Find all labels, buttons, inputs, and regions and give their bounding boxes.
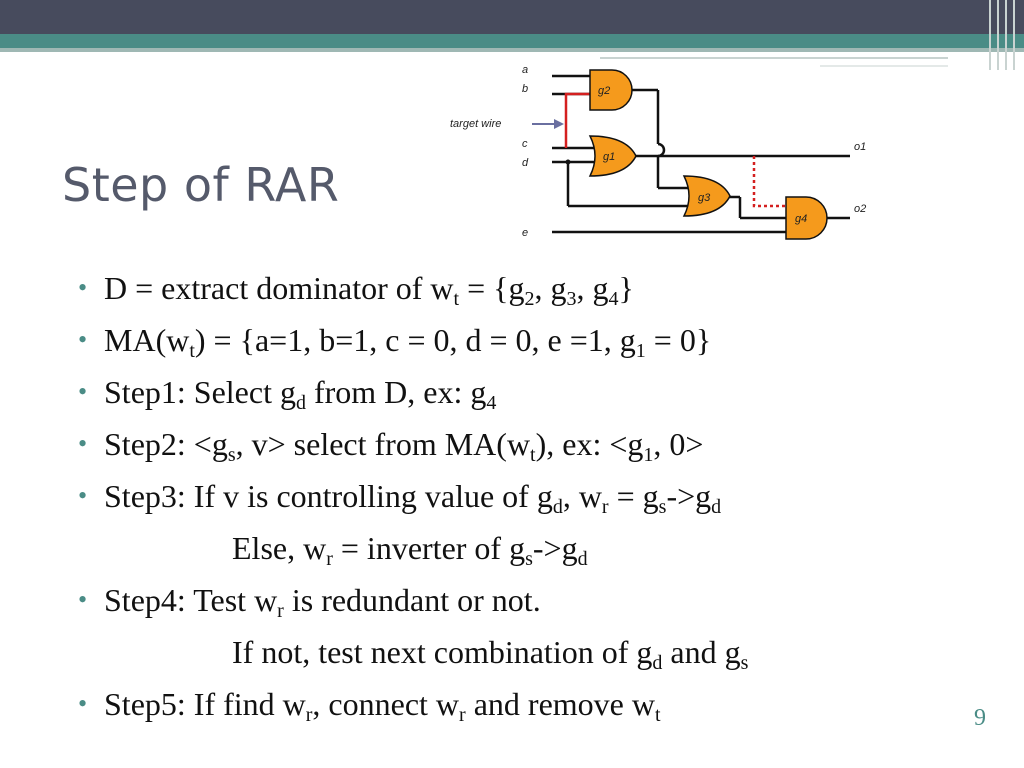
gate-label-g3: g3 [698,192,711,204]
output-label-o2: o2 [854,203,867,215]
gate-label-g4: g4 [795,213,808,225]
subscript: t [530,444,536,466]
bullet-text: Step3: If v is controlling value of g [104,478,553,514]
subscript: d [652,652,663,674]
bullet-text: D = extract dominator of w [104,270,454,306]
bullet-item [74,678,974,730]
header-bar [0,0,1024,34]
bullet-item [74,262,974,314]
bullet-text: Step2: <g [104,426,228,462]
bullet-text: If not, test next combination of g [232,634,653,670]
subscript: s [227,444,236,466]
bullet-text: , v> select from MA(w [235,426,531,462]
subscript: d [711,496,722,518]
bullet-item [74,418,974,470]
bullet-text: , 0> [653,426,704,462]
subscript: r [459,704,466,726]
input-label-a: a [522,64,529,76]
bullet-text: ->g [666,478,712,514]
bullet-continuation [74,522,974,574]
input-label-d: d [522,157,529,169]
subscript: d [295,392,306,414]
bullet-text: Else, w [232,530,327,566]
bullet-text: = inverter of g [332,530,526,566]
gate-label-g1: g1 [603,151,616,163]
bullet-text: = g [608,478,659,514]
bullet-text: , g [576,270,609,306]
subscript: s [658,496,667,518]
bullet-item [74,574,974,626]
gate-g2 [590,70,632,110]
slide-title: Step of RAR [62,158,340,212]
bullet-marker: • [78,689,88,718]
subscript: 4 [486,392,497,414]
bullet-item [74,470,974,522]
bullet-text: ) = {a=1, b=1, c = 0, d = 0, e =1, g [194,322,636,358]
page-number: 9 [974,705,986,731]
input-label-b: b [522,83,529,95]
bullet-text: , w [562,478,602,514]
subscript: s [740,652,749,674]
bullet-text: ), ex: <g [535,426,644,462]
bullet-text: and g [662,634,741,670]
subscript: s [525,548,533,570]
subscript: 3 [566,288,577,310]
input-label-c: c [522,138,528,150]
bullet-text: Step5: If find w [104,686,306,722]
output-label-o1: o1 [854,141,867,153]
subscript: 2 [524,288,535,310]
bullet-marker: • [78,325,88,354]
bullet-marker: • [78,585,88,614]
subscript: r [326,548,333,570]
bullet-marker: • [78,377,88,406]
subscript: t [453,288,460,310]
bullet-text: MA(w [104,322,190,358]
subscript: t [654,704,661,726]
subscript: 1 [643,444,654,466]
bullet-text: , connect w [312,686,460,722]
subscript: 4 [608,288,619,310]
input-label-e: e [522,227,529,239]
circuit-diagram [440,58,880,248]
bullet-text: Step4: Test w [104,582,278,618]
bullet-list [74,262,974,730]
corner-decoration [984,0,1024,70]
bullet-text: is redundant or not. [283,582,541,618]
bullet-text: = {g [459,270,525,306]
bullet-text: ->g [532,530,578,566]
bullet-item [74,366,974,418]
target-wire-label: target wire [450,118,502,130]
bullet-marker: • [78,273,88,302]
bullet-text: Step1: Select g [104,374,296,410]
accent-stripe-light [0,48,1024,52]
bullet-text: } [618,270,634,306]
bullet-text: and remove w [465,686,655,722]
bullet-marker: • [78,429,88,458]
subscript: t [189,340,195,362]
subscript: d [552,496,563,518]
subscript: r [277,600,284,622]
bullet-text: = 0} [645,322,712,358]
bullet-marker: • [78,481,88,510]
subscript: d [577,548,588,570]
bullet-continuation [74,626,974,678]
gate-label-g2: g2 [598,85,611,97]
subscript: 1 [635,340,646,362]
bullet-text: from D, ex: g [305,374,487,410]
accent-stripe [0,34,1024,48]
bullet-item [74,314,974,366]
subscript: r [305,704,313,726]
bullet-text: , g [534,270,567,306]
subscript: r [601,496,609,518]
